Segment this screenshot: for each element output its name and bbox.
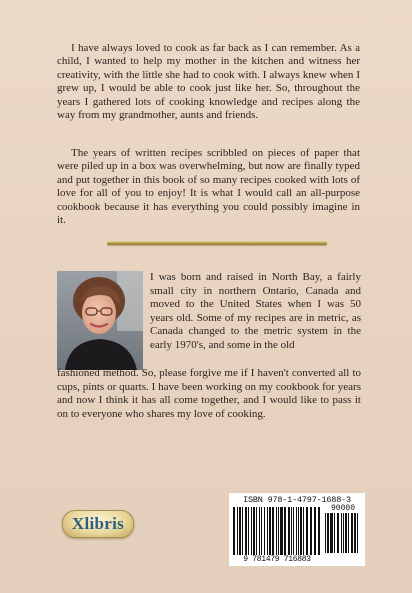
- author-bio-bottom: fashioned method. So, please forgive me if I haven't converted all to cups, pints or quarts. I have been working on my cookbook for years and now I think it has all come together, and I would like to pass it on to everyone who shares my love of cooking.: [57, 367, 361, 420]
- author-photo: [57, 271, 143, 370]
- barcode-addon-bars: [325, 513, 361, 553]
- author-portrait-image: [57, 271, 143, 370]
- xlibris-logo: Xlibris: [62, 510, 134, 538]
- isbn-barcode: [229, 493, 365, 566]
- book-paragraph: The years of written recipes scribbled on pieces of paper that were piled up in a box was overwhelming, but now are finally typed and put together in this book of so many recipes cooked with lots of love for all of you to enjoy! It is what I would call an all-purpose cookbook because it has everything you could possibly imagine in it.: [57, 147, 360, 227]
- intro-paragraph: I have always loved to cook as far back as I can remember. As a child, I wanted to help my mother in the kitchen and witness her creativity, with the little she had to cook with. I always knew when I grew up, I would be able to cook just like her. So, throughout the years I gathered lots of cooking knowledge and recipes along the way from my grandmother, aunts and friends.: [57, 42, 360, 122]
- barcode-digits: 9 781479 716883: [243, 555, 311, 564]
- barcode-bars: [233, 507, 323, 555]
- gold-divider: [107, 241, 327, 245]
- barcode-addon-digits: 90000: [330, 504, 355, 513]
- author-bio-top: I was born and raised in North Bay, a fairly small city in northern Ontario, Canada and moved to the United States when I was 50 years old. Some of my recipes are in metric, as Canada changed to the metric system in the early 1970's, and some in the old: [150, 271, 361, 351]
- isbn-label: ISBN 978-1-4797-1688-3: [243, 495, 351, 505]
